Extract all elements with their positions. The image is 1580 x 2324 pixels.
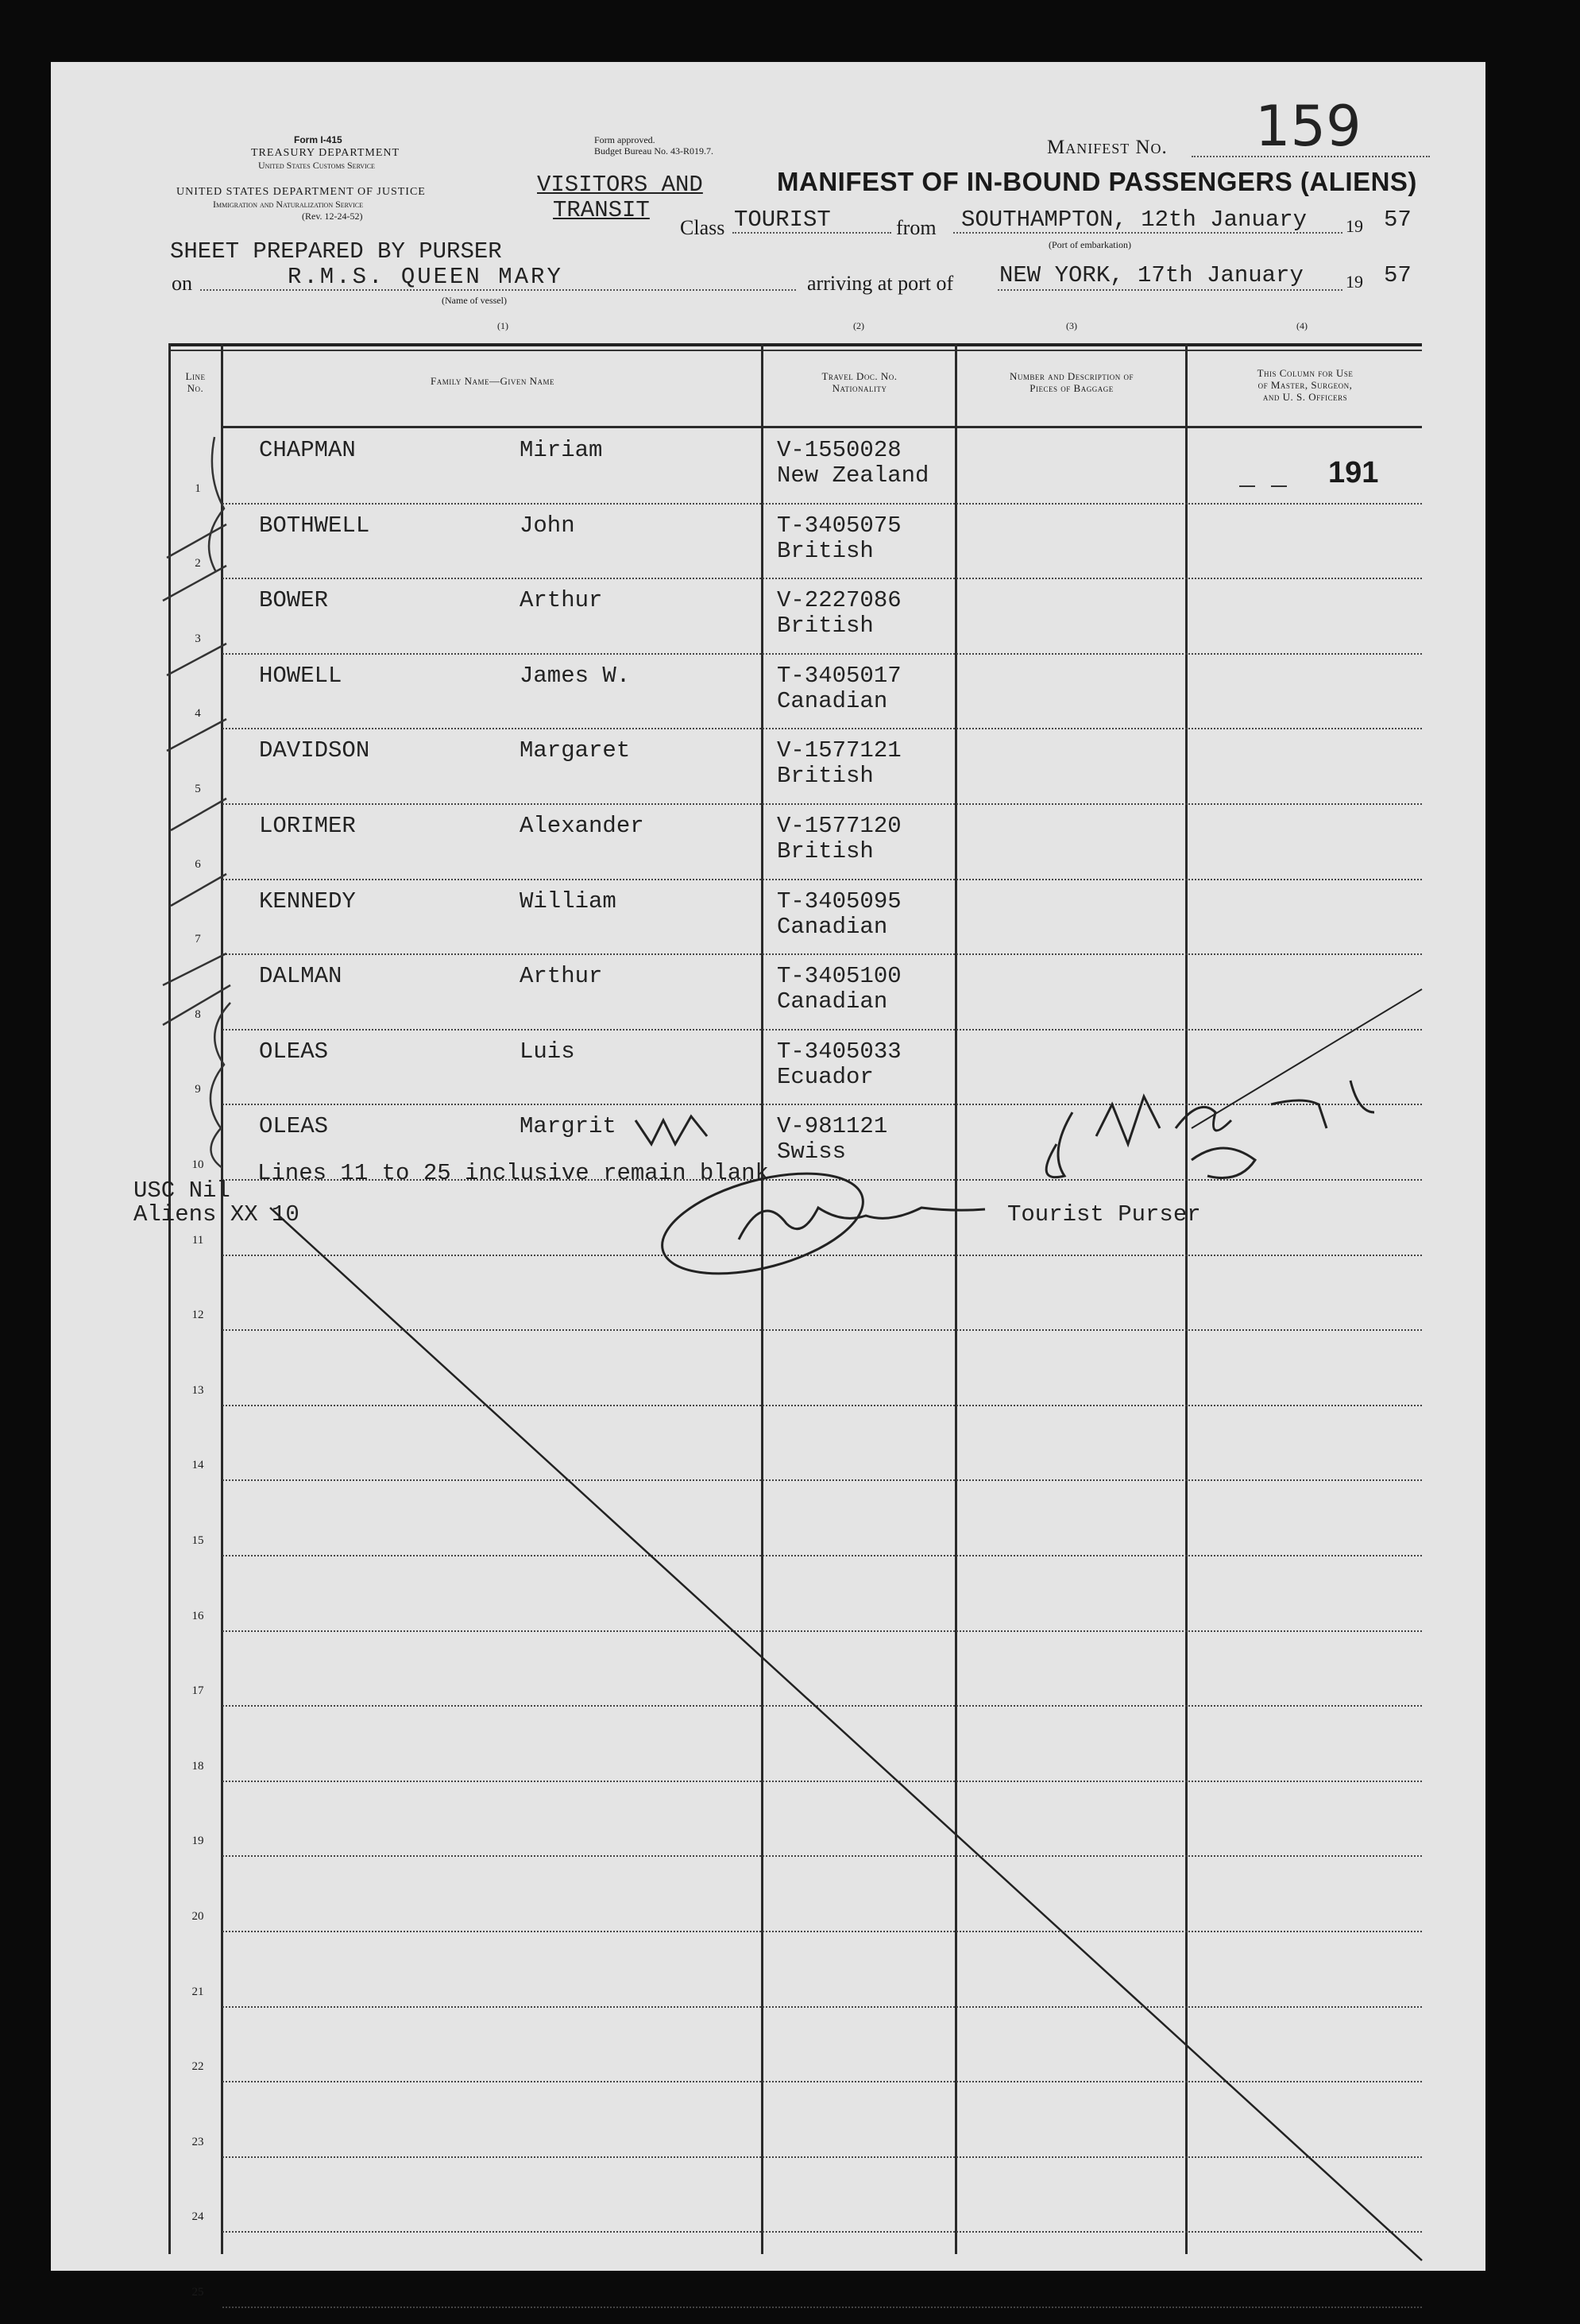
year-prefix-1: 19	[1346, 216, 1363, 236]
from-value: SOUTHAMPTON, 12th January	[961, 207, 1308, 233]
nationality: British	[777, 763, 874, 790]
travel-doc-number: V-1577120	[777, 813, 902, 839]
line-number: 20	[191, 1910, 204, 1923]
nationality: Swiss	[777, 1139, 847, 1166]
vessel-caption: (Name of vessel)	[442, 295, 507, 306]
passenger-given-name: Luis	[520, 1038, 575, 1065]
vessel-name: R.M.S. QUEEN MARY	[288, 264, 563, 290]
header-baggage: Number and Description of Pieces of Baggage	[1009, 370, 1134, 394]
passenger-family-name: BOTHWELL	[259, 512, 370, 539]
passenger-given-name: James W.	[520, 662, 631, 689]
col-num-2: (2)	[853, 320, 864, 331]
tourist-purser-note: Tourist Purser	[1007, 1201, 1201, 1228]
travel-doc-number: T-3405075	[777, 512, 902, 539]
prepared-by-purser: SHEET PREPARED BY PURSER	[170, 238, 502, 265]
line-number: 12	[191, 1309, 204, 1322]
header-line-no: Line No.	[185, 370, 206, 394]
class-value: TOURIST	[734, 207, 831, 233]
manifest-number-stamp: 159	[1255, 94, 1362, 159]
nationality: New Zealand	[777, 462, 929, 489]
line-number: 19	[191, 1835, 204, 1848]
dept-customs: United States Customs Service	[258, 160, 375, 171]
officer-number: 191	[1328, 456, 1379, 489]
header-officer: This Column for Use of Master, Surgeon, and U. S. Officers	[1257, 367, 1354, 403]
line-number: 11	[191, 1233, 204, 1247]
travel-doc-number: T-3405017	[777, 662, 902, 689]
budget-bureau: Budget Bureau No. 43-R019.7.	[594, 145, 713, 157]
line-number: 5	[195, 783, 201, 795]
on-label: on	[172, 272, 192, 295]
passenger-given-name: Margaret	[520, 737, 631, 764]
passenger-family-name: DAVIDSON	[259, 737, 370, 764]
passenger-family-name: LORIMER	[259, 813, 356, 839]
year-value-1: 57	[1384, 207, 1412, 233]
passenger-given-name: Arthur	[520, 587, 603, 614]
usc-nil-note: USC Nil	[133, 1177, 230, 1204]
passenger-given-name: Arthur	[520, 963, 603, 990]
line-number: 21	[191, 1985, 204, 1998]
line-number: 25	[191, 2286, 204, 2299]
travel-doc-number: V-981121	[777, 1113, 888, 1140]
strike-diagonal-line	[270, 1208, 1422, 2260]
nationality: British	[777, 613, 874, 640]
travel-doc-number: T-3405095	[777, 887, 902, 915]
line-number: 13	[191, 1383, 204, 1397]
line-number: 22	[191, 2060, 204, 2074]
nationality: Canadian	[777, 913, 888, 940]
form-approved: Form approved.	[594, 134, 655, 145]
nationality: Ecuador	[777, 1063, 874, 1090]
officer-initials	[1046, 989, 1422, 1178]
aliens-count-note: Aliens XX 10	[133, 1201, 299, 1228]
passenger-family-name: CHAPMAN	[259, 437, 356, 463]
form-rev: (Rev. 12-24-52)	[302, 211, 363, 222]
header-travel-doc: Travel Doc. No. Nationality	[821, 370, 898, 394]
line-number: 3	[195, 632, 201, 645]
nationality: Canadian	[777, 988, 888, 1015]
nationality: Canadian	[777, 687, 888, 714]
dept-ins: Immigration and Naturalization Service	[213, 199, 364, 210]
passenger-family-name: HOWELL	[259, 662, 342, 689]
year-prefix-2: 19	[1346, 272, 1363, 292]
line-number: 7	[195, 933, 201, 946]
dept-justice: UNITED STATES DEPARTMENT OF JUSTICE	[176, 186, 426, 198]
line-number: 17	[191, 1684, 204, 1698]
travel-doc-number: V-2227086	[777, 587, 902, 614]
line-number: 16	[191, 1609, 204, 1622]
arriving-value: NEW YORK, 17th January	[999, 262, 1304, 288]
passenger-given-name: John	[520, 512, 575, 539]
manifest-no-label: Manifest No.	[1047, 137, 1168, 158]
check-tick-marks	[163, 437, 230, 1168]
passenger-family-name: DALMAN	[259, 963, 342, 990]
margrit-initial-mark	[635, 1116, 707, 1144]
from-label: from	[896, 216, 937, 239]
line-number: 1	[195, 481, 201, 495]
line-number: 18	[191, 1759, 204, 1773]
line-number: 2	[195, 557, 201, 570]
passenger-given-name: William	[520, 887, 616, 915]
year-value-2: 57	[1384, 262, 1412, 288]
line-number: 4	[195, 707, 201, 721]
transit-label: TRANSIT	[553, 197, 650, 223]
travel-doc-number: V-1577121	[777, 737, 902, 764]
line-number: 14	[191, 1459, 204, 1472]
line-number: 6	[195, 857, 201, 871]
passenger-family-name: OLEAS	[259, 1038, 329, 1065]
passenger-given-name: Alexander	[520, 813, 644, 839]
manifest-title: MANIFEST OF IN-BOUND PASSENGERS (ALIENS)	[777, 167, 1417, 196]
passenger-family-name: KENNEDY	[259, 887, 356, 915]
col-num-3: (3)	[1066, 320, 1077, 331]
arriving-label: arriving at port of	[807, 272, 954, 295]
line-number: 9	[195, 1083, 201, 1096]
nationality: British	[777, 838, 874, 864]
passenger-family-name: OLEAS	[259, 1113, 329, 1140]
visitors-label: VISITORS AND	[537, 172, 703, 198]
travel-doc-number: T-3405100	[777, 963, 902, 990]
passenger-given-name: Margrit	[520, 1113, 616, 1140]
form-id: Form I-415	[294, 134, 342, 145]
passenger-family-name: BOWER	[259, 587, 329, 614]
travel-doc-number: V-1550028	[777, 437, 902, 463]
line-number: 24	[191, 2210, 204, 2224]
class-label: Class	[680, 216, 725, 239]
passenger-given-name: Miriam	[520, 437, 603, 463]
travel-doc-number: T-3405033	[777, 1038, 902, 1065]
header-name: Family Name—Given Name	[431, 375, 554, 387]
port-embark-caption: (Port of embarkation)	[1049, 239, 1131, 250]
dept-treasury: TREASURY DEPARTMENT	[251, 147, 400, 159]
blank-lines-note: Lines 11 to 25 inclusive remain blank	[257, 1160, 769, 1186]
line-number: 8	[195, 1007, 201, 1021]
line-number: 10	[191, 1158, 204, 1171]
col-num-1: (1)	[497, 320, 508, 331]
nationality: British	[777, 537, 874, 564]
col-num-4: (4)	[1296, 320, 1308, 331]
purser-signature	[651, 1154, 985, 1293]
line-number: 15	[191, 1534, 204, 1547]
line-number: 23	[191, 2135, 204, 2148]
